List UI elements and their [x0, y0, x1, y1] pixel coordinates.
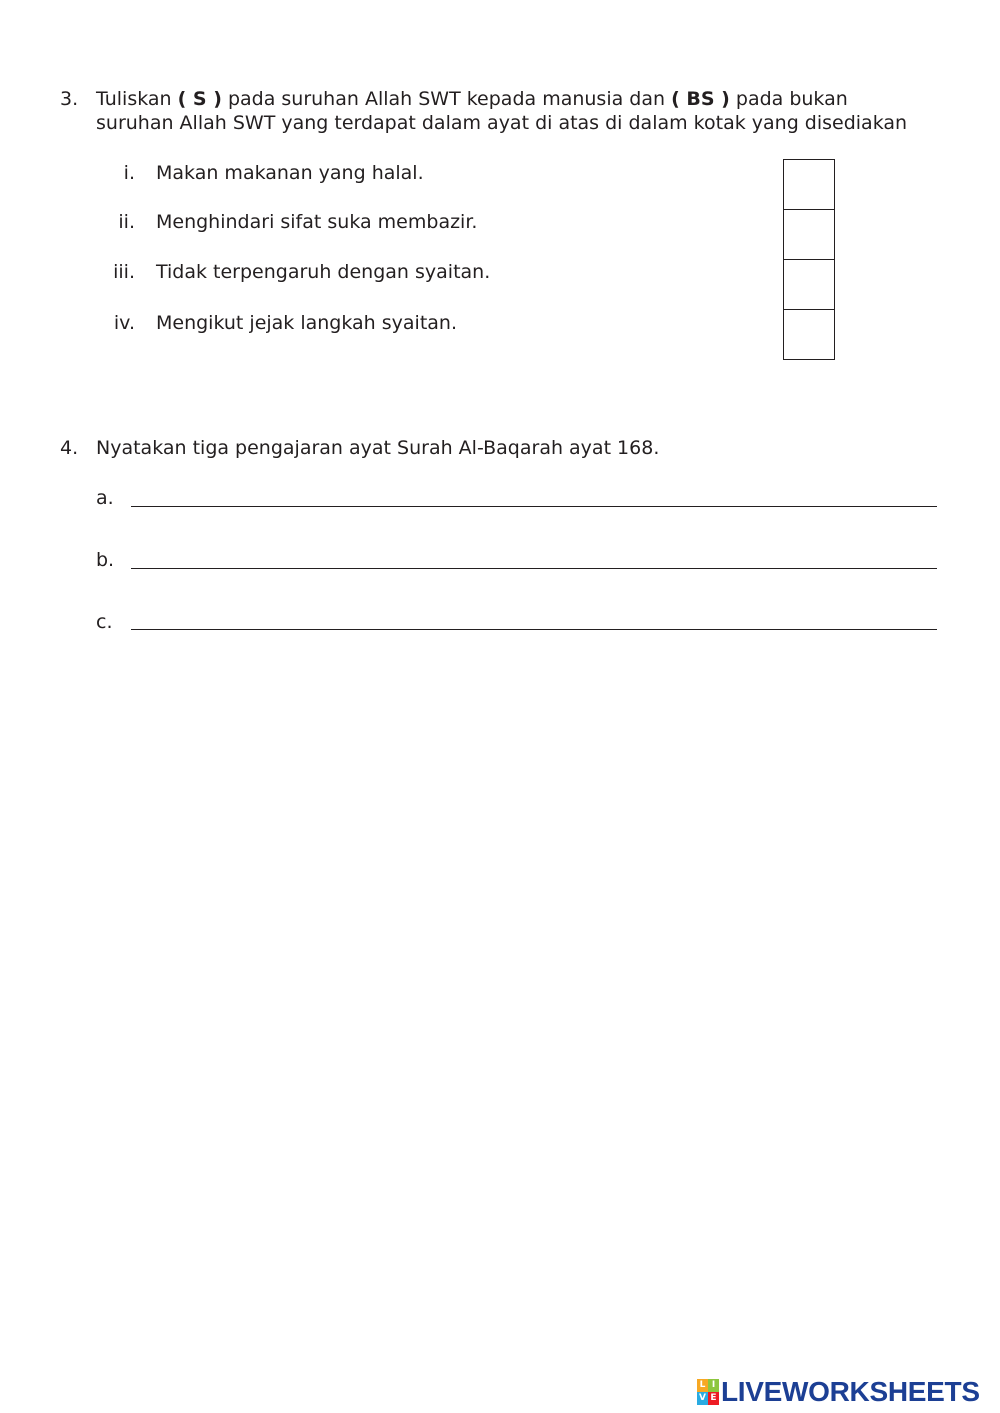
liveworksheets-logo	[697, 1377, 980, 1407]
question-3-text-part-2: pada suruhan Allah SWT kepada manusia dan	[221, 88, 672, 110]
question-3-instruction-line-2: suruhan Allah SWT yang terdapat dalam ayat di atas di dalam kotak yang disediakan	[96, 112, 908, 134]
answer-line-label: b.	[96, 549, 115, 571]
answer-box-iv[interactable]	[783, 309, 835, 360]
logo-mark-letter: L	[697, 1379, 708, 1392]
answer-line-a[interactable]	[131, 506, 937, 507]
answer-line-label: c.	[96, 611, 113, 633]
question-3-instruction-line-1	[96, 87, 848, 111]
item-number: iv.	[113, 312, 135, 334]
answer-box-i[interactable]	[783, 159, 835, 210]
question-3-text-part-3: pada bukan	[729, 88, 848, 110]
question-4-number: 4.	[60, 437, 79, 459]
liveworksheets-logo-mark	[697, 1379, 719, 1405]
item-text: Makan makanan yang halal.	[156, 162, 424, 184]
label-s: ( S )	[177, 88, 222, 110]
item-text: Mengikut jejak langkah syaitan.	[156, 312, 458, 334]
logo-mark-letter: E	[708, 1392, 719, 1405]
item-text: Menghindari sifat suka membazir.	[156, 211, 478, 233]
item-number: i.	[123, 162, 135, 184]
logo-mark-letter: I	[708, 1379, 719, 1392]
logo-mark-letter: V	[697, 1392, 708, 1405]
answer-box-iii[interactable]	[783, 259, 835, 310]
item-text: Tidak terpengaruh dengan syaitan.	[156, 261, 491, 283]
answer-box-ii[interactable]	[783, 209, 835, 260]
item-number: iii.	[113, 261, 135, 283]
label-bs: ( BS )	[671, 88, 730, 110]
item-number: ii.	[118, 211, 135, 233]
question-3-number: 3.	[60, 88, 79, 110]
answer-line-b[interactable]	[131, 568, 937, 569]
answer-line-label: a.	[96, 487, 114, 509]
answer-line-c[interactable]	[131, 629, 937, 630]
question-4-text: Nyatakan tiga pengajaran ayat Surah Al-Baqarah ayat 168.	[96, 437, 660, 459]
liveworksheets-logo-text: LIVEWORKSHEETS	[721, 1376, 980, 1407]
question-3-text-part-1: Tuliskan	[96, 88, 178, 110]
